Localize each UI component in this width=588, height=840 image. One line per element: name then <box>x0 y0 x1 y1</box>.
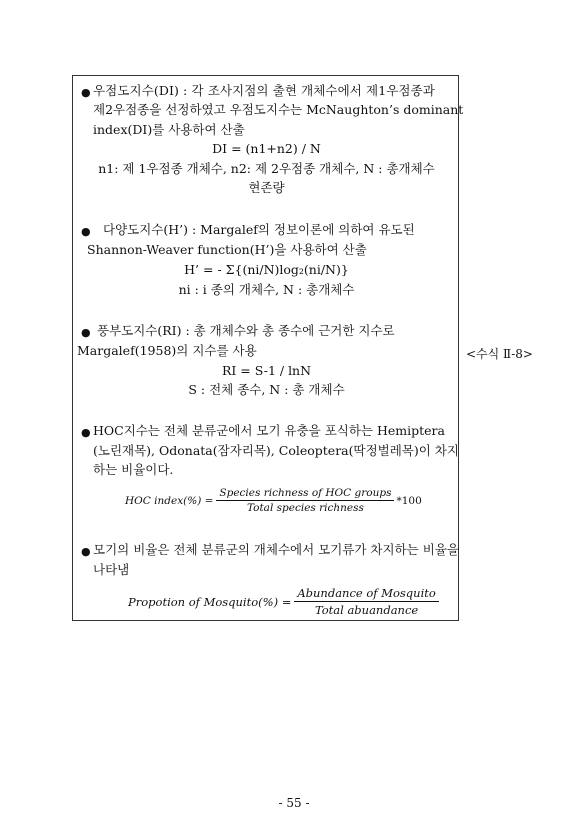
hoc-formula <box>125 487 422 514</box>
hoc-formula-left: HOC index(%) = <box>125 494 214 507</box>
page-number: - 55 - <box>278 796 310 810</box>
richness-legend: S : 전체 종수, N : 총 개체수 <box>188 382 345 397</box>
mosquito-formula-left: Propotion of Mosquito(%) = <box>128 594 292 609</box>
richness-line-2: Margalef(1958)의 지수를 사용 <box>77 343 257 358</box>
mosquito-line-2: 나타냄 <box>93 562 130 577</box>
equation-label: <수식 Ⅱ-8> <box>466 347 533 361</box>
bullet: ● <box>81 225 91 238</box>
dominance-line-1: 우점도지수(DI) : 각 조사지점의 출현 개체수에서 제1우점종과 <box>93 83 435 98</box>
formula-box <box>72 75 464 621</box>
hoc-denominator: Total species richness <box>246 502 364 514</box>
dominance-formula: DI = (n1+n2) / N <box>212 141 321 156</box>
diversity-formula: H’ = - Σ{(ni/N)log₂(ni/N)} <box>184 262 349 277</box>
mosquito-line-1: 모기의 비율은 전체 분류군의 개체수에서 모기류가 차지하는 비율을 <box>93 542 459 557</box>
diversity-line-2: Shannon-Weaver function(H’)을 사용하여 산출 <box>87 242 367 257</box>
bullet: ● <box>81 545 91 558</box>
mosquito-formula <box>128 586 439 617</box>
hoc-line-1: HOC지수는 전체 분류군에서 모기 유충을 포식하는 Hemiptera <box>93 423 445 438</box>
mosquito-denominator: Total abuandance <box>314 603 419 617</box>
diversity-legend: ni : i 종의 개체수, N : 총개체수 <box>178 282 355 297</box>
hoc-line-3: 하는 비율이다. <box>93 462 174 477</box>
hoc-line-2: (노린재목), Odonata(잠자리목), Coleoptera(딱정벌레목)이 차지 <box>93 443 459 458</box>
dominance-legend: n1: 제 1우점종 개체수, n2: 제 2우점종 개체수, N : 총개체수 <box>98 161 435 176</box>
bullet: ● <box>81 426 91 439</box>
diversity-line-1: 다양도지수(H’) : Margalef의 정보이론에 의하여 유도된 <box>103 222 415 237</box>
dominance-line-3: index(DI)를 사용하여 산출 <box>93 122 245 137</box>
mosquito-numerator: Abundance of Mosquito <box>294 586 438 602</box>
hoc-multiplier: *100 <box>396 494 422 507</box>
dominance-legend-2: 현존량 <box>248 180 285 195</box>
hoc-fraction <box>216 487 394 514</box>
hoc-numerator: Species richness of HOC groups <box>216 487 394 501</box>
dominance-line-2: 제2우점종을 선정하였고 우점도지수는 McNaughton’s dominant <box>93 102 464 117</box>
bullet: ● <box>81 86 91 99</box>
mosquito-fraction <box>294 586 438 617</box>
richness-formula: RI = S-1 / lnN <box>221 363 312 378</box>
richness-line-1: 풍부도지수(RI) : 총 개체수와 총 종수에 근거한 지수로 <box>97 323 395 338</box>
bullet: ● <box>81 326 91 339</box>
